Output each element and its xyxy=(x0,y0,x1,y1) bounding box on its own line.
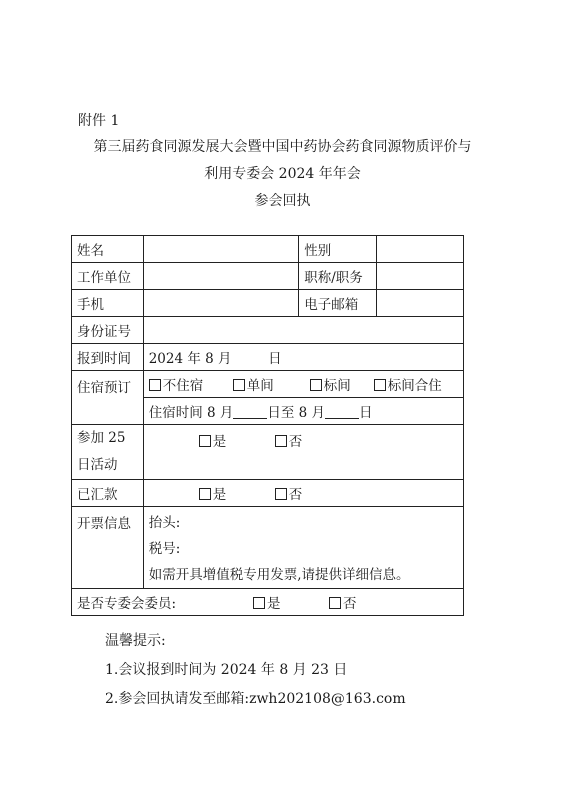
invoice-tax-label: 税号: xyxy=(148,541,181,557)
lodging-end-blank[interactable] xyxy=(325,406,359,419)
member-label: 是否专委会委员: xyxy=(77,596,177,612)
employer-label: 工作单位 xyxy=(72,263,144,290)
phone-label: 手机 xyxy=(72,290,144,317)
invoice-field[interactable] xyxy=(143,507,463,589)
option-single-room[interactable]: 单间 xyxy=(233,374,310,394)
checkin-month: 8 月 xyxy=(205,351,232,367)
invoice-note: 如需开具增值税专用发票,请提供详细信息。 xyxy=(148,567,410,583)
paid-no[interactable]: 否 xyxy=(275,483,303,503)
activity-options xyxy=(143,425,463,480)
checkin-day: 日 xyxy=(268,351,282,367)
checkbox-icon[interactable] xyxy=(275,488,287,500)
paid-yes[interactable]: 是 xyxy=(199,483,275,503)
row-id xyxy=(72,317,464,344)
member-no[interactable]: 否 xyxy=(329,592,357,612)
row-checkin xyxy=(72,344,464,371)
checkbox-icon[interactable] xyxy=(275,435,287,447)
row-name xyxy=(72,236,464,263)
lodging-start-blank[interactable] xyxy=(233,406,267,419)
title-line-2: 利用专委会 2024 年年会 xyxy=(204,166,361,182)
lodging-time-field: 住宿时间 8 月 日至 8 月 日 xyxy=(143,398,463,425)
checkbox-icon[interactable] xyxy=(310,379,322,391)
name-field[interactable] xyxy=(143,236,299,263)
row-phone xyxy=(72,290,464,317)
employer-field[interactable] xyxy=(143,263,299,290)
checkin-label: 报到时间 xyxy=(72,344,144,371)
email-field[interactable] xyxy=(377,290,464,317)
row-lodging xyxy=(72,371,464,398)
member-yes[interactable]: 是 xyxy=(253,592,329,612)
checkbox-icon[interactable] xyxy=(374,379,386,391)
gender-field[interactable] xyxy=(377,236,464,263)
checkbox-icon[interactable] xyxy=(233,379,245,391)
attachment-label: 附件 1 xyxy=(78,113,120,129)
reminder-item-1: 1.会议报到时间为 2024 年 8 月 23 日 xyxy=(105,662,348,678)
checkbox-icon[interactable] xyxy=(149,379,161,391)
checkin-year: 2024 年 xyxy=(148,351,201,367)
checkin-field[interactable] xyxy=(143,344,463,371)
row-activity xyxy=(72,425,464,480)
invoice-header-label: 抬头: xyxy=(148,515,181,531)
row-employer xyxy=(72,263,464,290)
option-twin-room[interactable]: 标间 xyxy=(310,374,374,394)
reminder-heading: 温馨提示: xyxy=(105,633,166,649)
option-shared-twin[interactable]: 标间合住 xyxy=(374,374,442,394)
id-field[interactable] xyxy=(143,317,463,344)
activity-label: 参加 25 日活动 xyxy=(72,425,144,480)
job-title-field[interactable] xyxy=(377,263,464,290)
lodging-label: 住宿预订 xyxy=(72,371,144,425)
checkbox-icon[interactable] xyxy=(329,597,341,609)
name-label: 姓名 xyxy=(72,236,144,263)
reminder-item-2: 2.参会回执请发至邮箱:zwh202108@163.com xyxy=(105,691,406,707)
checkbox-icon[interactable] xyxy=(253,597,265,609)
checkbox-icon[interactable] xyxy=(199,435,211,447)
id-label: 身份证号 xyxy=(72,317,144,344)
row-invoice xyxy=(72,507,464,589)
job-title-label: 职称/职务 xyxy=(299,263,377,290)
paid-label: 已汇款 xyxy=(72,480,144,507)
paid-options xyxy=(143,480,463,507)
gender-label: 性别 xyxy=(299,236,377,263)
invoice-label: 开票信息 xyxy=(72,507,144,589)
lodging-options xyxy=(143,371,463,398)
checkbox-icon[interactable] xyxy=(199,488,211,500)
registration-form xyxy=(71,235,464,616)
email-label: 电子邮箱 xyxy=(299,290,377,317)
row-member xyxy=(72,589,464,616)
activity-no[interactable]: 否 xyxy=(275,430,303,450)
title-line-1: 第三届药食同源发展大会暨中国中药协会药食同源物质评价与 xyxy=(93,139,472,155)
phone-field[interactable] xyxy=(143,290,299,317)
row-paid xyxy=(72,480,464,507)
reminder-notes xyxy=(105,627,406,714)
option-no-lodging[interactable]: 不住宿 xyxy=(149,374,233,394)
title-line-3: 参会回执 xyxy=(254,193,311,209)
member-field xyxy=(72,589,464,616)
activity-yes[interactable]: 是 xyxy=(199,430,275,450)
